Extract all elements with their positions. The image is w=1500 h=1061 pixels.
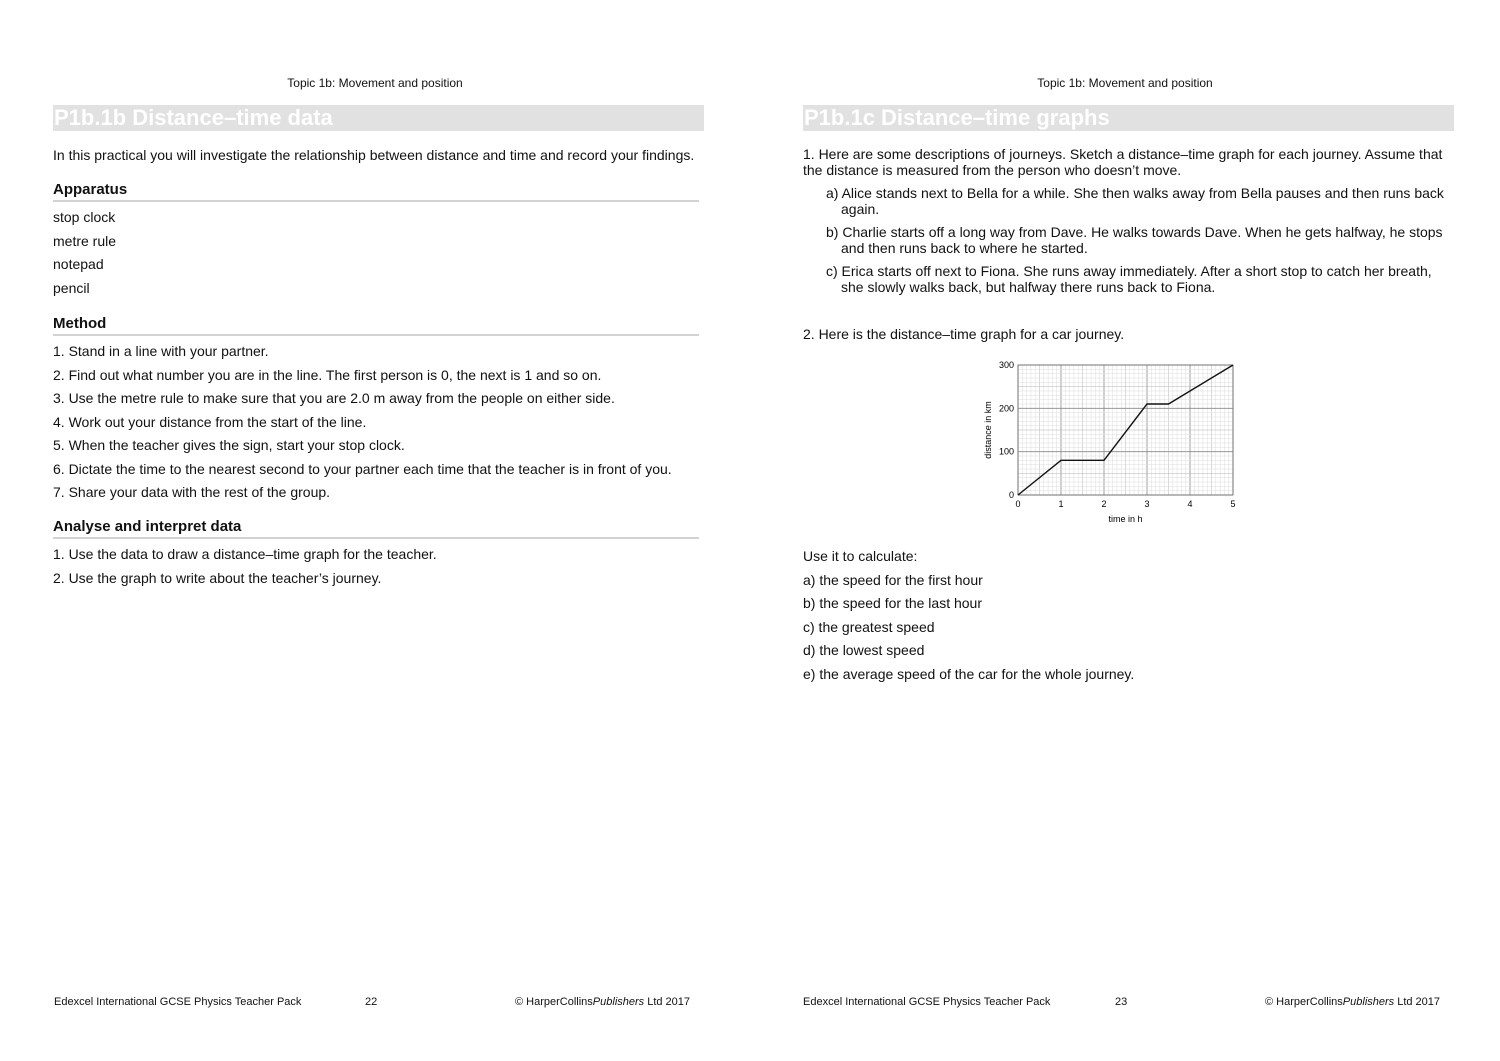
apparatus-heading: Apparatus (53, 181, 699, 202)
question-2-text: 2. Here is the distance–time graph for a car journey. (803, 326, 1125, 342)
x-tick-label: 1 (1058, 499, 1064, 509)
copyright-publisher: Publishers (1342, 996, 1395, 1008)
question-2-tasks (803, 545, 1453, 686)
apparatus-item: notepad (53, 256, 104, 272)
question-2-item: d) the lowest speed (803, 642, 925, 658)
question-1 (803, 146, 1453, 302)
y-tick-label: 100 (998, 446, 1014, 457)
x-axis-label: time in h (1108, 514, 1143, 524)
method-step: 4. Work out your distance from the start of the line. (53, 413, 367, 430)
copyright-suffix: Ltd 2017 (644, 996, 691, 1008)
analyse-step: 2. Use the graph to write about the teacher’s journey. (53, 569, 382, 586)
question-1-item: b) Charlie starts off a long way from Dave. He walks towards Dave. When he gets halfway, he stops and then runs back to where he started. (826, 224, 1443, 256)
copyright-suffix: Ltd 2017 (1394, 996, 1441, 1008)
footer-copyright (1265, 996, 1440, 1008)
method-step: 1. Stand in a line with your partner. (53, 343, 269, 359)
running-header: Topic 1b: Movement and position (1037, 76, 1213, 90)
intro-paragraph: In this practical you will investigate the relationship between distance and time and record your findings. (53, 147, 695, 163)
apparatus-item: stop clock (53, 209, 116, 225)
x-tick-label: 5 (1230, 499, 1236, 509)
x-tick-label: 3 (1144, 499, 1150, 509)
x-tick-label: 0 (1015, 499, 1021, 509)
method-step: 7. Share your data with the rest of the group. (53, 484, 331, 500)
analyse-step: 1. Use the data to draw a distance–time graph for the teacher. (53, 546, 437, 562)
y-axis-label: distance in km (983, 401, 993, 459)
footer-book-title: Edexcel International GCSE Physics Teacher Pack (803, 996, 1051, 1008)
question-2 (803, 326, 1453, 342)
apparatus-section (53, 181, 703, 300)
copyright-text: © HarperCollins (1265, 996, 1343, 1008)
distance-time-chart (980, 355, 1250, 530)
question-2-item: e) the average speed of the car for the whole journey. (803, 665, 1135, 682)
footer-book-title: Edexcel International GCSE Physics Teacher Pack (54, 996, 302, 1008)
copyright-text: © HarperCollins (515, 996, 593, 1008)
y-tick-label: 200 (998, 403, 1014, 414)
question-1-item: a) Alice stands next to Bella for a while. She then walks away from Bella pauses and then runs back again. (826, 185, 1444, 217)
footer-page-number: 23 (1115, 996, 1128, 1008)
question-1-text: 1. Here are some descriptions of journeys. Sketch a distance–time graph for each journey. Assume that the distance is measured from the person who doesn’t move. (803, 146, 1443, 178)
method-step: 5. When the teacher gives the sign, start your stop clock. (53, 437, 405, 453)
apparatus-item: pencil (53, 279, 90, 296)
method-step: 6. Dictate the time to the nearest second to your partner each time that the teacher is in front of you. (53, 460, 672, 477)
method-step: 3. Use the metre rule to make sure that you are 2.0 m away from the people on either side. (53, 390, 615, 406)
analyse-heading: Analyse and interpret data (53, 518, 699, 539)
page-title: P1b.1c Distance–time graphs (803, 105, 1454, 131)
method-heading: Method (53, 315, 699, 336)
intro-text (53, 146, 703, 164)
x-tick-label: 4 (1187, 499, 1193, 509)
right-page (750, 0, 1500, 1061)
analyse-section (53, 518, 703, 590)
use-it-text: Use it to calculate: (803, 548, 918, 564)
question-2-item: a) the speed for the first hour (803, 571, 983, 588)
method-step: 2. Find out what number you are in the line. The first person is 0, the next is 1 and so on. (53, 366, 602, 383)
question-1-item: c) Erica starts off next to Fiona. She runs away immediately. After a short stop to catch her breath, she slowly walks back, but halfway there runs back to Fiona. (826, 263, 1432, 295)
x-tick-label: 2 (1101, 499, 1107, 509)
question-2-item: c) the greatest speed (803, 618, 935, 635)
copyright-publisher: Publishers (592, 996, 645, 1008)
page-title: P1b.1b Distance–time data (53, 105, 704, 131)
running-header: Topic 1b: Movement and position (287, 76, 463, 90)
y-tick-label: 0 (1008, 490, 1014, 500)
question-2-item: b) the speed for the last hour (803, 595, 982, 611)
footer-copyright (515, 996, 690, 1008)
method-section (53, 315, 703, 505)
y-tick-label: 300 (998, 360, 1014, 370)
apparatus-item: metre rule (53, 232, 117, 249)
footer-page-number: 22 (365, 996, 378, 1008)
